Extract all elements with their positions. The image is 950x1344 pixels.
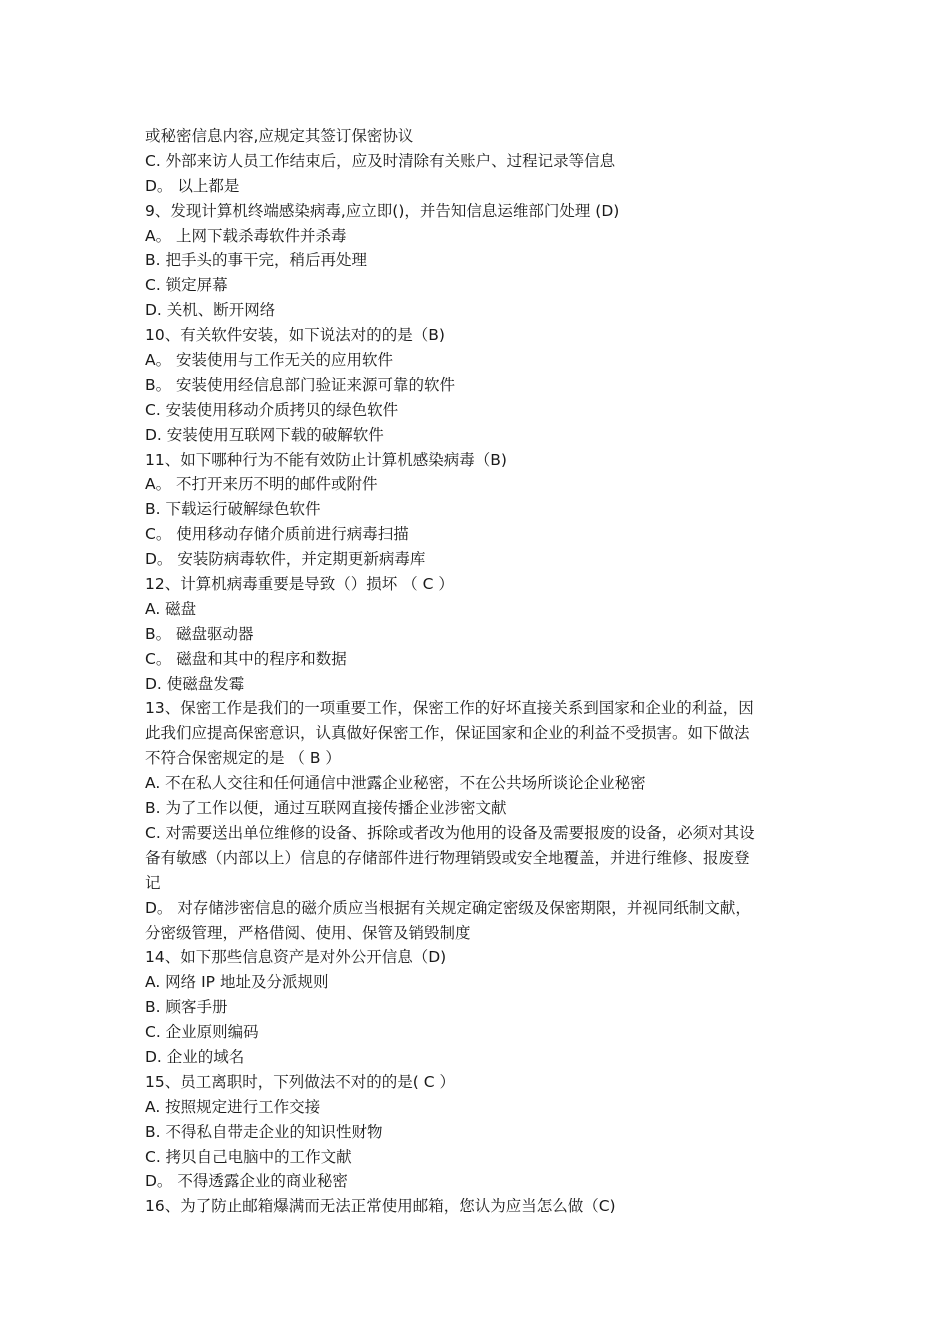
text-line: C. 企业原则编码 <box>145 1023 259 1042</box>
text-line: A. 按照规定进行工作交接 <box>145 1097 321 1116</box>
text-line: D。 对存储涉密信息的磁介质应当根据有关规定确定密级及保密期限，并视同纸制文献， <box>145 898 751 917</box>
text-line: A. 网络 IP 地址及分派规则 <box>145 973 329 992</box>
text-line: D。 安装防病毒软件，并定期更新病毒库 <box>145 550 426 569</box>
text-line: C. 对需要送出单位维修的设备、拆除或者改为他用的设备及需要报废的设备，必须对其设 <box>145 823 755 842</box>
text-line: 或秘密信息内容,应规定其签订保密协议 <box>145 127 414 145</box>
text-line: C. 拷贝自己电脑中的工作文献 <box>145 1147 352 1166</box>
text-line: D. 关机、断开网络 <box>145 301 276 320</box>
text-line: 16、为了防止邮箱爆满而无法正常使用邮箱，您认为应当怎么做（C) <box>145 1197 616 1216</box>
text-line: D. 企业的域名 <box>145 1047 245 1066</box>
text-line: C。 使用移动存储介质前进行病毒扫描 <box>145 525 409 544</box>
text-line: B. 为了工作以便，通过互联网直接传播企业涉密文献 <box>145 799 507 818</box>
text-line: A. 不在私人交往和任何通信中泄露企业秘密，不在公共场所谈论企业秘密 <box>145 774 646 793</box>
text-line: A。 上网下载杀毒软件并杀毒 <box>145 226 347 245</box>
text-line: B。 安装使用经信息部门验证来源可靠的软件 <box>145 375 456 394</box>
text-line: 10、有关软件安装，如下说法对的的是（B) <box>145 326 445 345</box>
text-line: 9、发现计算机终端感染病毒,应立即()，并告知信息运维部门处理 (D) <box>145 201 620 220</box>
text-line: D。 不得透露企业的商业秘密 <box>145 1172 348 1191</box>
text-line: B. 下载运行破解绿色软件 <box>145 500 321 519</box>
text-line: D. 安装使用互联网下载的破解软件 <box>145 425 384 444</box>
text-line: C. 外部来访人员工作结束后，应及时清除有关账户、过程记录等信息 <box>145 151 616 170</box>
text-line: 14、如下那些信息资产是对外公开信息（D) <box>145 948 447 967</box>
text-line: A。 不打开来历不明的邮件或附件 <box>145 475 378 494</box>
text-line: B. 顾客手册 <box>145 998 228 1017</box>
text-line: 12、计算机病毒重要是导致（）损坏 （ C ） <box>145 575 454 594</box>
text-line: B. 把手头的事干完，稍后再处理 <box>145 251 367 270</box>
text-line: D. 使磁盘发霉 <box>145 674 245 693</box>
text-line: 此我们应提高保密意识，认真做好保密工作，保证国家和企业的利益不受损害。如下做法 <box>145 724 750 743</box>
text-line: B. 不得私自带走企业的知识性财物 <box>145 1122 383 1141</box>
text-line: A。 安装使用与工作无关的应用软件 <box>145 351 394 370</box>
text-line: 备有敏感（内部以上）信息的存储部件进行物理销毁或安全地覆盖，并进行维修、报废登 <box>145 848 750 867</box>
text-line: 11、如下哪种行为不能有效防止计算机感染病毒（B) <box>145 450 507 469</box>
text-line: 13、保密工作是我们的一项重要工作，保密工作的好坏直接关系到国家和企业的利益，因 <box>145 699 754 718</box>
text-line: C。 磁盘和其中的程序和数据 <box>145 649 347 668</box>
text-line: C. 锁定屏幕 <box>145 276 228 295</box>
text-line: D。 以上都是 <box>145 176 240 195</box>
text-line: A. 磁盘 <box>145 599 197 618</box>
text-line: C. 安装使用移动介质拷贝的绿色软件 <box>145 400 399 419</box>
text-line: 15、员工离职时，下列做法不对的的是( C ） <box>145 1072 455 1091</box>
document-body <box>145 124 810 1219</box>
text-line: 不符合保密规定的是 （ B ） <box>145 749 341 768</box>
text-line: 记 <box>145 873 161 892</box>
text-line: 分密级管理，严格借阅、使用、保管及销毁制度 <box>145 923 471 942</box>
text-line: B。 磁盘驱动器 <box>145 624 254 643</box>
